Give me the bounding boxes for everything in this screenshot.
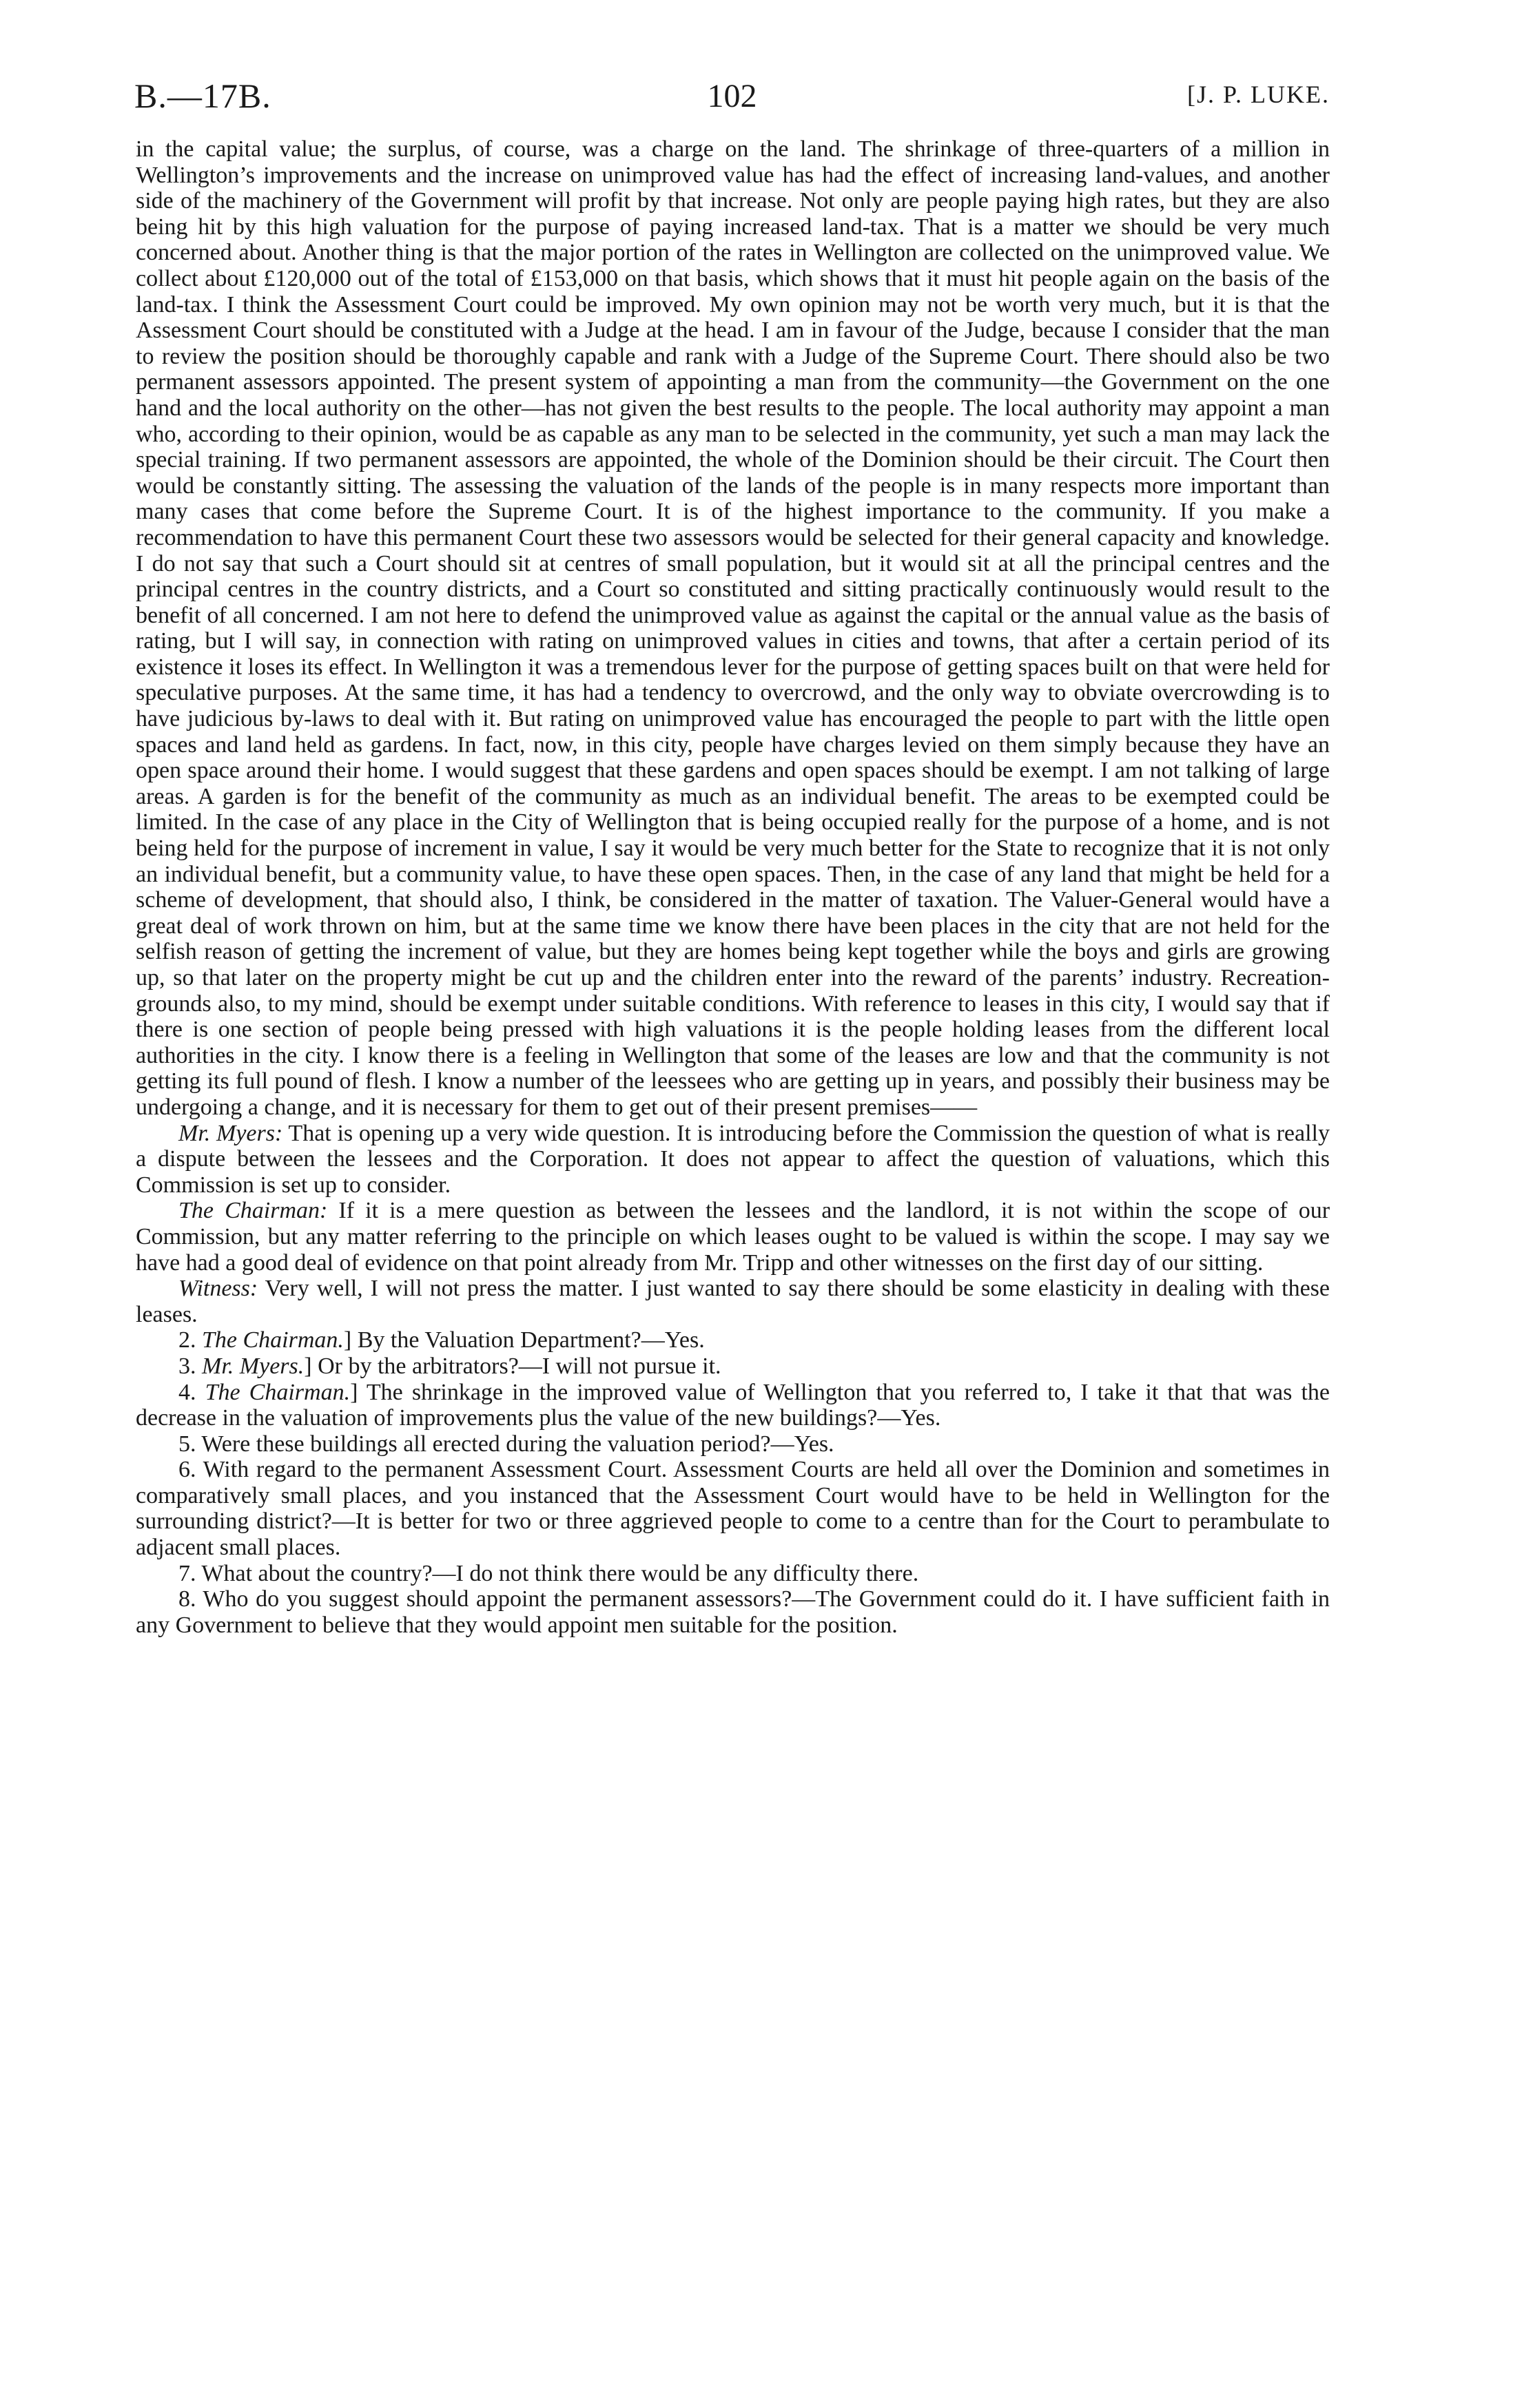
speaker-label: The Chairman: <box>178 1198 328 1224</box>
body-text <box>136 136 1330 1638</box>
paragraph: Mr. Myers: That is opening up a very wide question. It is introducing before the Commission the question of what is really a dispute between the lessees and the Corporation. It does not appear to affect the question of valuations, which this Commission is set up to consider. <box>136 1120 1330 1198</box>
speaker-label: Witness: <box>178 1276 258 1302</box>
paragraph: in the capital value; the surplus, of course, was a charge on the land. The shrinkage of three-quarters of a million in Wellington’s improvements and the increase on unimproved value has had the effect of increasing land-values, and another side of the machinery of the Government will profit by that increase. Not only are people paying high rates, but they are also being hit by this high valuation for the purpose of paying increased land-tax. That is a matter we should be very much concerned about. Another thing is that the major portion of the rates in Wellington are collected on the unimproved value. We collect about £120,000 out of the total of £153,000 on that basis, which shows that it must hit people again on the basis of the land-tax. I think the Assessment Court could be improved. My own opinion may not be worth very much, but it is that the Assessment Court should be constituted with a Judge at the head. I am in favour of the Judge, because I consider that the man to review the position should be thoroughly capable and rank with a Judge of the Supreme Court. There should also be two permanent assessors appointed. The present system of appointing a man from the community—the Government on the one hand and the local authority on the other—has not given the best results to the people. The local authority may appoint a man who, according to their opinion, would be as capable as any man to be selected in the community, yet such a man may lack the special training. If two permanent assessors are appointed, the whole of the Dominion should be their circuit. The Court then would be constantly sitting. The assessing the valuation of the lands of the people is in many respects more important than many cases that come before the Supreme Court. It is of the highest importance to the community. If you make a recommendation to have this permanent Court these two assessors would be selected for their general capacity and knowledge. I do not say that such a Court should sit at centres of small population, but it would sit at all the principal centres and the principal centres in the country districts, and a Court so constituted and sitting practically continuously would result to the benefit of all concerned. I am not here to defend the unimproved value as against the capital or the annual value as the basis of rating, but I will say, in connection with rating on unimproved values in cities and towns, that after a certain period of its existence it loses its effect. In Wellington it was a tremendous lever for the purpose of getting spaces built on that were held for speculative purposes. At the same time, it has had a tendency to overcrowd, and the only way to obviate overcrowding is to have judicious by-laws to deal with it. But rating on unimproved value has encouraged the people to part with the little open spaces and land held as gardens. In fact, now, in this city, people have charges levied on them simply because they have an open space around their home. I would suggest that these gardens and open spaces should be exempt. I am not talking of large areas. A garden is for the benefit of the community as much as an individual benefit. The areas to be exempted could be limited. In the case of any place in the City of Wellington that is being occupied really for the purpose of a home, and is not being held for the purpose of increment in value, I say it would be very much better for the State to recognize that it is not only an individual benefit, but a community value, to have these open spaces. Then, in the case of any land that might be held for a scheme of development, that should also, I think, be considered in the matter of taxation. The Valuer-General would have a great deal of work thrown on him, but at the same time we know there have been places in the city that are not held for the selfish reason of getting the increment of value, but they are homes being kept together while the boys and girls are growing up, so that later on the property might be cut up and the children enter into the reward of the parents’ industry. Recreation-grounds also, to my mind, should be exempt under suitable conditions. With reference to leases in this city, I would say that if there is one section of people being pressed with high valuations it is the people holding leases from the different local authorities in the city. I know there is a feeling in Wellington that some of the leases are low and that the community is not getting its full pound of flesh. I know a number of the leessees who are getting up in years, and possibly their business may be undergoing a change, and it is necessary for them to get out of their present premises—— <box>136 136 1330 1120</box>
speaker-label: Mr. Myers: <box>178 1120 283 1146</box>
page-header <box>134 76 1330 117</box>
speaker-label: The Chairman. <box>202 1327 344 1353</box>
question-paragraph: 7. What about the country?—I do not think there would be any difficulty there. <box>178 1560 919 1586</box>
witness-name: [J. P. LUKE. <box>1186 81 1330 108</box>
question-paragraph: 4. The Chairman.] The shrinkage in the improved value of Wellington that you referred to, I take it that that was the decrease in the valuation of improvements plus the value of the new buildings?—Yes. <box>136 1379 1330 1431</box>
speaker-label: The Chairman. <box>205 1379 351 1405</box>
question-paragraph: 6. With regard to the permanent Assessment Court. Assessment Courts are held all over the Dominion and sometimes in comparatively small places, and you instanced that the Assessment Court would have to be held in Wellington for the surrounding district?—It is better for two or three aggrieved people to come to a centre than for the Court to perambulate to adjacent small places. <box>136 1457 1330 1561</box>
speaker-label: Mr. Myers. <box>202 1353 305 1379</box>
paragraph: Witness: Very well, I will not press the matter. I just wanted to say there should be some elasticity in dealing with these leases. <box>136 1276 1330 1327</box>
question-paragraph: 5. Were these buildings all erected during the valuation period?—Yes. <box>178 1431 834 1457</box>
paragraph: The Chairman: If it is a mere question as between the lessees and the landlord, it is not within the scope of our Commission, but any matter referring to the principle on which leases ought to be valued is within the scope. I may say we have had a good deal of evidence on that point already from Mr. Tripp and other witnesses on the first day of our sitting. <box>136 1198 1330 1276</box>
page-number: 102 <box>707 78 757 114</box>
question-paragraph: 2. The Chairman.] By the Valuation Department?—Yes. <box>178 1327 705 1353</box>
question-paragraph: 8. Who do you suggest should appoint the permanent assessors?—The Government could do it. I have sufficient faith in any Government to believe that they would appoint men suitable for the position. <box>136 1586 1330 1638</box>
question-paragraph: 3. Mr. Myers.] Or by the arbitrators?—I will not pursue it. <box>178 1353 721 1379</box>
paper-reference: B.—17B. <box>134 76 271 115</box>
